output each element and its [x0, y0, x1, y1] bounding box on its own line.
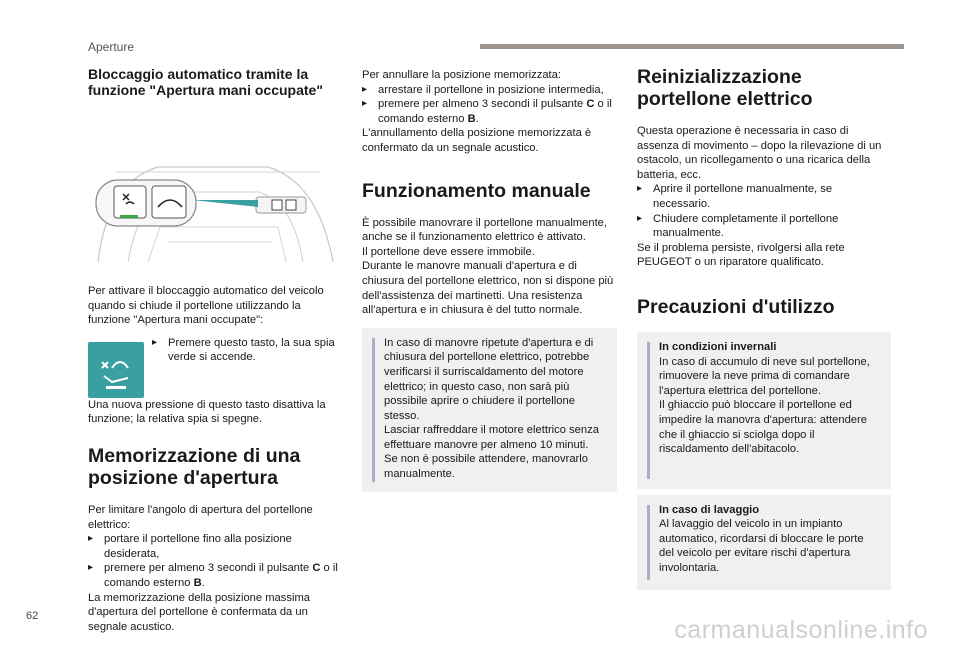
note-stripe: [372, 338, 375, 482]
page-number: 62: [26, 610, 39, 622]
bullet-text: Aprire il portellone manualmente, se necessario.: [653, 183, 833, 210]
cancel-bullet-1: [362, 83, 617, 98]
bullet-arrow-icon: ▸: [637, 183, 643, 195]
note-stripe: [647, 505, 650, 580]
memorize-intro: Per limitare l'angolo di apertura del portellone elettrico:: [88, 503, 313, 531]
text-part: o il comando esterno: [104, 562, 338, 589]
reinit-title-line2: portellone elettrico: [637, 88, 813, 110]
manual-p1: È possibile manovrare il portellone manualmente, anche se il funzionamento elettrico è attivato.: [362, 216, 608, 244]
manual-p3: Durante le manovre manuali d'apertura e di chiusura del portellone elettrico, non si dispone più dell'assistenza dei martinetti. Una resistenza all'apertura e in chiusura è del tutto normale.: [362, 260, 614, 317]
button-c-label: C: [586, 98, 595, 111]
column-left: [88, 66, 346, 634]
note-stripe: [647, 342, 650, 479]
cancel-intro: Per annullare la posizione memorizzata:: [362, 69, 561, 81]
memorize-end: La memorizzazione della posizione massima d'apertura del portellone è confermata da un segnale acustico.: [88, 591, 310, 633]
bullet-text: portare il portellone fino alla posizione desiderata,: [104, 533, 292, 560]
winter-note: [637, 332, 891, 489]
wash-note-title: In caso di lavaggio: [659, 503, 760, 516]
watermark: carmanualsonline.info: [674, 616, 928, 644]
column-right: [637, 66, 891, 590]
hands-free-tailgate-icon: [88, 342, 144, 398]
bullet-text: Premere questo tasto, la sua spia verde si accende.: [168, 336, 335, 364]
column-middle: [362, 66, 617, 492]
memorize-title: [88, 445, 346, 489]
hands-free-after: Una nuova pressione di questo tasto disattiva la funzione; la relativa spia si spegne.: [88, 398, 326, 426]
hands-free-title-line2: [88, 82, 346, 98]
reinit-title-line1: Reinizializzazione: [637, 66, 802, 88]
section-header: Aperture: [88, 40, 135, 54]
title-quote-open: funzione ": [88, 82, 157, 98]
bullet-arrow-icon: ▸: [88, 562, 94, 574]
hands-free-title: [88, 66, 346, 98]
wash-note-p1: Al lavaggio del veicolo in un impianto automatico, ricordarsi di bloccare le porte del veicolo per evitare rischi d'apertura involontaria.: [659, 518, 864, 575]
bullet-arrow-icon: ▸: [362, 98, 368, 110]
cancel-end: L'annullamento della posizione memorizzata è confermato da un segnale acustico.: [362, 127, 592, 154]
note-p3: Se non è possibile attendere, manovrarlo manualmente.: [384, 453, 588, 481]
hands-free-bullet: [152, 336, 346, 365]
memorize-title-line2: posizione d'apertura: [88, 466, 278, 489]
bullet-arrow-icon: ▸: [88, 533, 94, 545]
text-part: .: [201, 576, 205, 589]
title-quote-close: ": [316, 82, 323, 98]
bullet-arrow-icon: ▸: [637, 212, 643, 224]
cancel-bullet-2: [362, 97, 617, 126]
manual-title: Funzionamento manuale: [362, 179, 591, 202]
winter-note-title: In condizioni invernali: [659, 340, 777, 353]
text-part: premere per almeno 3 secondi il pulsante: [104, 562, 313, 575]
reinit-title: [637, 66, 891, 110]
note-p2: Lasciar raffreddare il motore elettrico senza effettuare manovre per almeno 10 minuti.: [384, 424, 599, 451]
tailgate-illustration: [88, 112, 346, 272]
memorize-bullet-2: [88, 561, 346, 590]
reinit-end: Se il problema persiste, rivolgersi alla rete PEUGEOT o un riparatore qualificato.: [637, 241, 845, 269]
button-c-label: C: [312, 562, 321, 575]
header-bar: [480, 44, 904, 49]
note-p1: In caso di manovre ripetute d'apertura e di chiusura del portellone elettrico, potrebbe verificarsi il surriscaldamento del motore elettrico; in questo caso, non sarà più possibile aprire o chiudere il portellone stesso.: [384, 336, 594, 422]
hands-free-step-block: [88, 336, 346, 398]
overheat-note: [362, 328, 617, 492]
bullet-text: [378, 97, 617, 126]
hands-free-step-text: [152, 336, 346, 398]
title-bold-part: Apertura mani occupate: [156, 82, 317, 98]
hands-free-title-line1: Bloccaggio automatico tramite la: [88, 66, 309, 82]
text-part: o il comando esterno: [378, 98, 612, 125]
tailgate-drawing: [88, 112, 346, 272]
button-b-label: B: [193, 576, 202, 589]
wash-note: [637, 495, 891, 590]
precautions-title: Precauzioni d'utilizzo: [637, 295, 835, 318]
bullet-text: arrestare il portellone in posizione intermedia,: [378, 83, 604, 96]
reinit-p1: Questa operazione è necessaria in caso di assenza di movimento – dopo la rilevazione di un ostacolo, un ricollegamento o una ricarica della batteria, ecc.: [637, 125, 882, 181]
memorize-title-line1: Memorizzazione di una: [88, 444, 301, 467]
bullet-arrow-icon: ▸: [152, 336, 158, 348]
memorize-bullet-1: [88, 532, 346, 561]
bullet-text: [104, 561, 346, 590]
manual-p2: Il portellone deve essere immobile.: [362, 245, 535, 258]
bullet-arrow-icon: ▸: [362, 83, 368, 95]
winter-note-p1: In caso di accumulo di neve sul portellone, rimuovere la neve prima di comandare l'apertura elettrica del portellone.: [659, 355, 870, 397]
text-part: premere per almeno 3 secondi il pulsante: [378, 98, 587, 111]
button-b-label: B: [467, 112, 476, 125]
bullet-text: Chiudere completamente il portellone manualmente.: [653, 212, 839, 240]
text-part: .: [475, 112, 479, 125]
reinit-bullet-1: [637, 182, 891, 211]
reinit-bullet-2: [637, 212, 891, 241]
hands-free-intro: Per attivare il bloccaggio automatico del veicolo quando si chiude il portellone utilizzando la funzione "Apertura mani occupate":: [88, 285, 324, 327]
winter-note-p2: Il ghiaccio può bloccare il portellone ed impedire la manovra d'apertura: attendere che il ghiaccio si sciolga dopo il riscaldamento dell'abitacolo.: [659, 399, 867, 456]
